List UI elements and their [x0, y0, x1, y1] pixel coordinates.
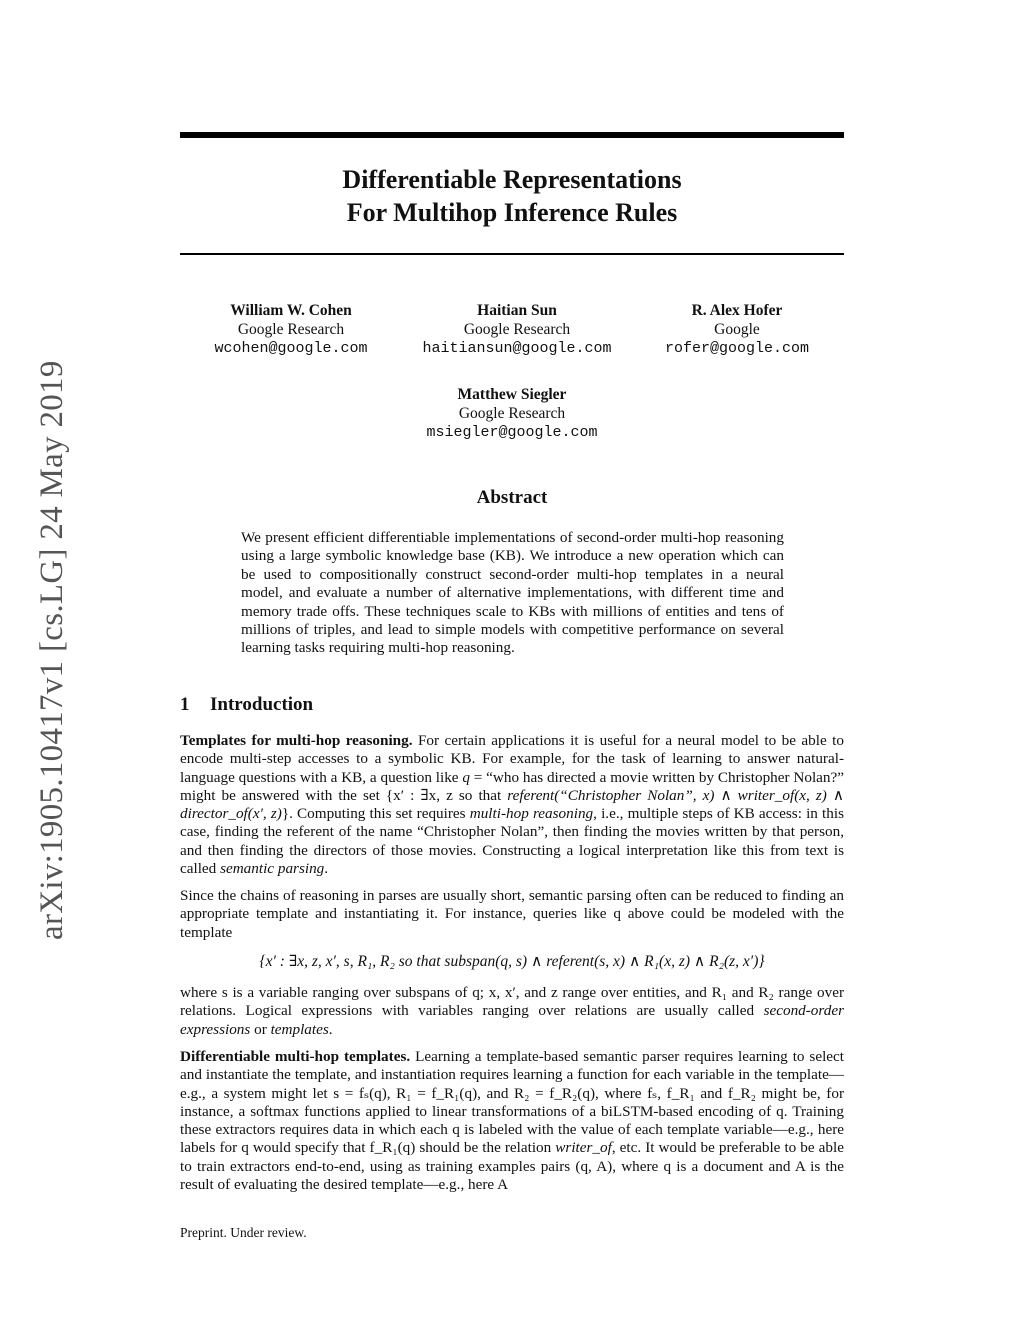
page-footer: Preprint. Under review. [180, 1225, 307, 1240]
abstract-text: We present efficient differentiable implementations of second-order multi-hop reasoning using a large symbolic knowledge base (KB). We introduce a new operation which can be used to compositionally construct second-order multi-hop templates in a neural model, and evaluate a number of alternative implementations, with different time and memory trade offs. These techniques scale to KBs with millions of entities and tens of millions of triples, and lead to simple models with competitive performance on several learning tasks requiring multi-hop reasoning. [241, 529, 784, 657]
author-block [402, 385, 622, 442]
term-emphasis: semantic parsing [220, 860, 325, 878]
author-name: William W. Cohen [230, 302, 352, 319]
section-heading [180, 694, 313, 716]
paragraph-chains: Since the chains of reasoning in parses are usually short, semantic parsing often can be reduced to finding an appropriate template and instantiating it. For instance, queries like q above could be modeled with the template [180, 887, 844, 941]
section-number: 1 [180, 694, 190, 715]
author-affiliation: Google Research [458, 405, 566, 422]
title-line-2: For Multihop Inference Rules [346, 198, 678, 227]
author-name: R. Alex Hofer [691, 302, 783, 319]
paragraph-text: Learning a template-based semantic parser requires learning to select and instantiate the template, and instantiation requires learning a function for each variable in the template—e.g., a system might let s = fₛ(q), R₁ = f_R₁(q), and R₂ = f_R₂(q), where fₛ, f_R₁ and f_R₂ might be, for instance, a softmax functions applied to linear transformations of a biLSTM-based encoding of q. Training these extractors requires data in which each q is labeled with the value of each template variable—e.g., here labels for q would specify that f_R₁(q) should be the relation [180, 1048, 844, 1157]
section-title: Introduction [210, 694, 314, 715]
paragraph-text: . [324, 860, 329, 878]
logical-expression: referent(“Christopher Nolan”, x) ∧ writer_of(x, z) ∧ director_of(x′, z) [180, 786, 845, 823]
paragraph-text: For certain applications it is useful for a neural model to be able to encode multi-step accesses to a symbolic KB. For example, for the task of learning to answer natural-language questions with a KB, a question like [180, 732, 844, 786]
title-bottom-rule [180, 253, 844, 255]
paper-title [180, 163, 844, 229]
author-block [402, 301, 632, 358]
author-name: Haitian Sun [477, 302, 557, 319]
paragraph-text: or [250, 1020, 271, 1038]
term-emphasis: multi-hop reasoning [469, 805, 594, 823]
paragraph-variables [180, 984, 844, 1039]
paragraph-differentiable [180, 1048, 844, 1194]
author-affiliation: Google [714, 321, 760, 338]
author-email: rofer@google.com [664, 340, 810, 357]
template-equation [180, 952, 844, 971]
author-block [647, 301, 827, 358]
term-emphasis: second-order expressions [180, 1002, 844, 1038]
abstract-heading: Abstract [476, 487, 548, 508]
author-block [191, 301, 391, 358]
paragraph-lead: Differentiable multi-hop templates. [180, 1048, 411, 1065]
author-affiliation: Google Research [463, 321, 571, 338]
term-emphasis: templates [270, 1020, 329, 1038]
paragraph-lead: Templates for multi-hop reasoning. [180, 732, 413, 749]
paragraph-text: = “who has directed a movie written by Christopher Nolan?” might be answered with the set {x′ : ∃x, z so that [180, 768, 844, 804]
math-var: q [462, 768, 470, 786]
author-email: haitiansun@google.com [422, 340, 612, 357]
paragraph-text: , etc. It would be preferable to be able to train extractors end-to-end, using as training examples pairs (q, A), where q is a document and A is the result of evaluating the desired template—e.g., here A [180, 1139, 844, 1194]
title-line-1: Differentiable Representations [342, 165, 682, 194]
author-email: msiegler@google.com [426, 424, 598, 441]
term-emphasis: writer_of [555, 1139, 612, 1157]
paragraph-templates [180, 732, 844, 878]
paragraph-text: , i.e., multiple steps of KB access: in this case, finding the referent of the name “Christopher Nolan”, then finding the movies written by that person, and then finding the directors of those movies. Constructing a logical interpretation like this from text is called [180, 805, 844, 878]
author-email: wcohen@google.com [214, 340, 368, 357]
author-affiliation: Google Research [237, 321, 345, 338]
arxiv-stamp: arXiv:1905.10417v1 [cs.LG] 24 May 2019 [34, 360, 70, 940]
title-top-rule [180, 132, 844, 138]
author-name: Matthew Siegler [457, 386, 567, 403]
paragraph-text: }. Computing this set requires [281, 805, 470, 823]
equation-text: {x′ : ∃x, z, x′, s, R₁, R₂ so that subspan(q, s) ∧ referent(s, x) ∧ R₁(x, z) ∧ R₂(z, x′)} [259, 953, 765, 970]
paragraph-text: . [328, 1020, 333, 1038]
paragraph-text: where s is a variable ranging over subspans of q; x, x′, and z range over entities, and R₁ and R₂ range over relations. Logical expressions with variables ranging over relations are usually called [180, 984, 844, 1020]
